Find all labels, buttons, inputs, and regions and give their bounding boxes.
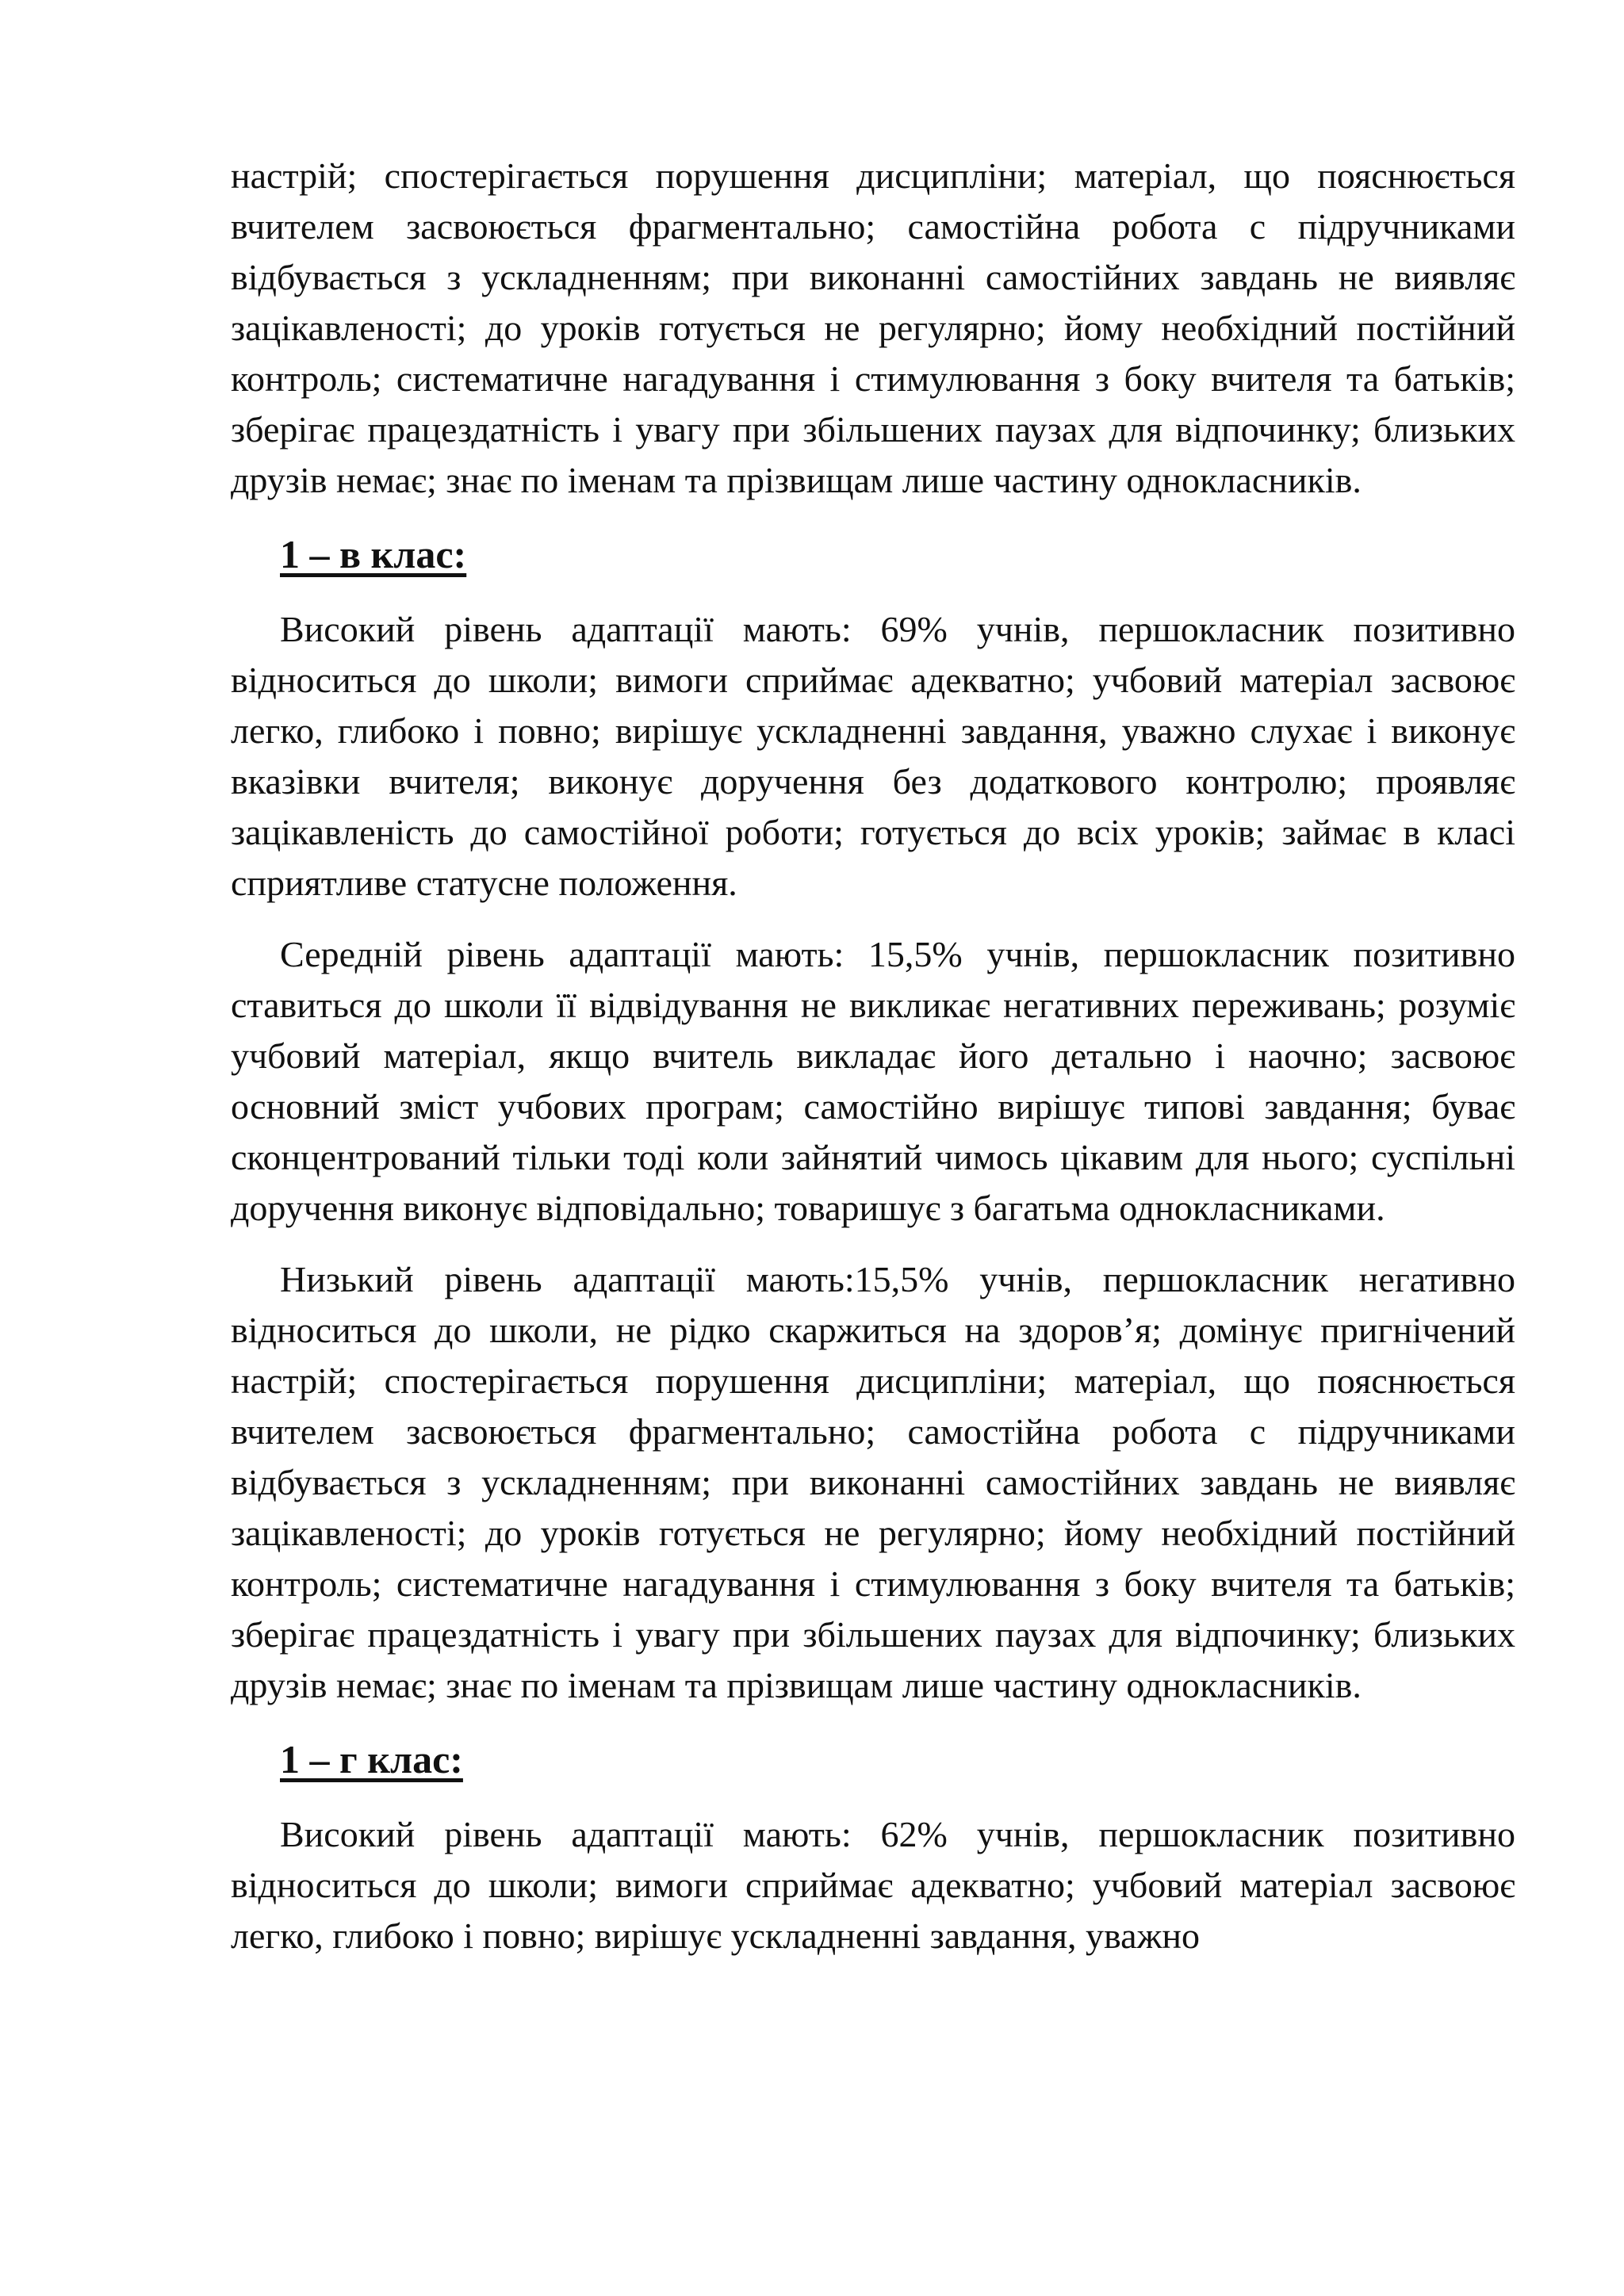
continued-paragraph: настрій; спостерігається порушення дисципліни; матеріал, що пояснюється вчителем засвоюється фрагментально; самостійна робота с підручниками відбувається з ускладненням; при виконанні самостійних завдань не виявляє зацікавленості; до уроків готується не регулярно; йому необхідний постійний контроль; систематичне нагадування і стимулювання з боку вчителя та батьків; зберігає працездатність і увагу при збільшених паузах для відпочинку; близьких друзів немає; знає по іменам та прізвищам лише частину однокласників. — [231, 155, 1515, 500]
paragraph-1v-medium-level: Середній рівень адаптації мають: 15,5% учнів, першокласник позитивно ставиться до школи її відвідування не викликає негативних переживань; розуміє учбовий матеріал, якщо вчитель викладає його детально і наочно; засвоює основний зміст учбових програм; самостійно вирішує типові завдання; буває сконцентрований тільки тоді коли зайнятий чимось цікавим для нього; суспільні доручення виконує відповідально; товаришує з багатьма однокласниками. — [231, 934, 1515, 1228]
paragraph-1g-high-level: Високий рівень адаптації мають: 62% учнів, першокласник позитивно відноситься до школи; вимоги сприймає адекватно; учбовий матеріал засвоює легко, глибоко і повно; вирішує ускладненні завдання, уважно — [231, 1814, 1515, 1956]
paragraph-1v-high-level: Високий рівень адаптації мають: 69% учнів, першокласник позитивно відноситься до школи; вимоги сприймає адекватно; учбовий матеріал засвоює легко, глибоко і повно; вирішує ускладненні завдання, уважно слухає і виконує вказівки вчителя; виконує доручення без додаткового контролю; проявляє зацікавленість до самостійної роботи; готується до всіх уроків; займає в класі сприятливе статусне положення. — [231, 609, 1515, 903]
paragraph-1v-low-level: Низький рівень адаптації мають:15,5% учнів, першокласник негативно відноситься до школи, не рідко скаржиться на здоров’я; домінує пригнічений настрій; спостерігається порушення дисципліни; матеріал, що пояснюється вчителем засвоюється фрагментально; самостійна робота с підручниками відбувається з ускладненням; при виконанні самостійних завдань не виявляє зацікавленості; до уроків готується не регулярно; йому необхідний постійний контроль; систематичне нагадування і стимулювання з боку вчителя та батьків; зберігає працездатність і увагу при збільшених паузах для відпочинку; близьких друзів немає; знає по іменам та прізвищам лише частину однокласників. — [231, 1259, 1515, 1705]
section-heading-1v: 1 – в клас: — [280, 532, 467, 576]
document-body — [231, 151, 1515, 1982]
section-heading-1g: 1 – г клас: — [280, 1737, 463, 1781]
